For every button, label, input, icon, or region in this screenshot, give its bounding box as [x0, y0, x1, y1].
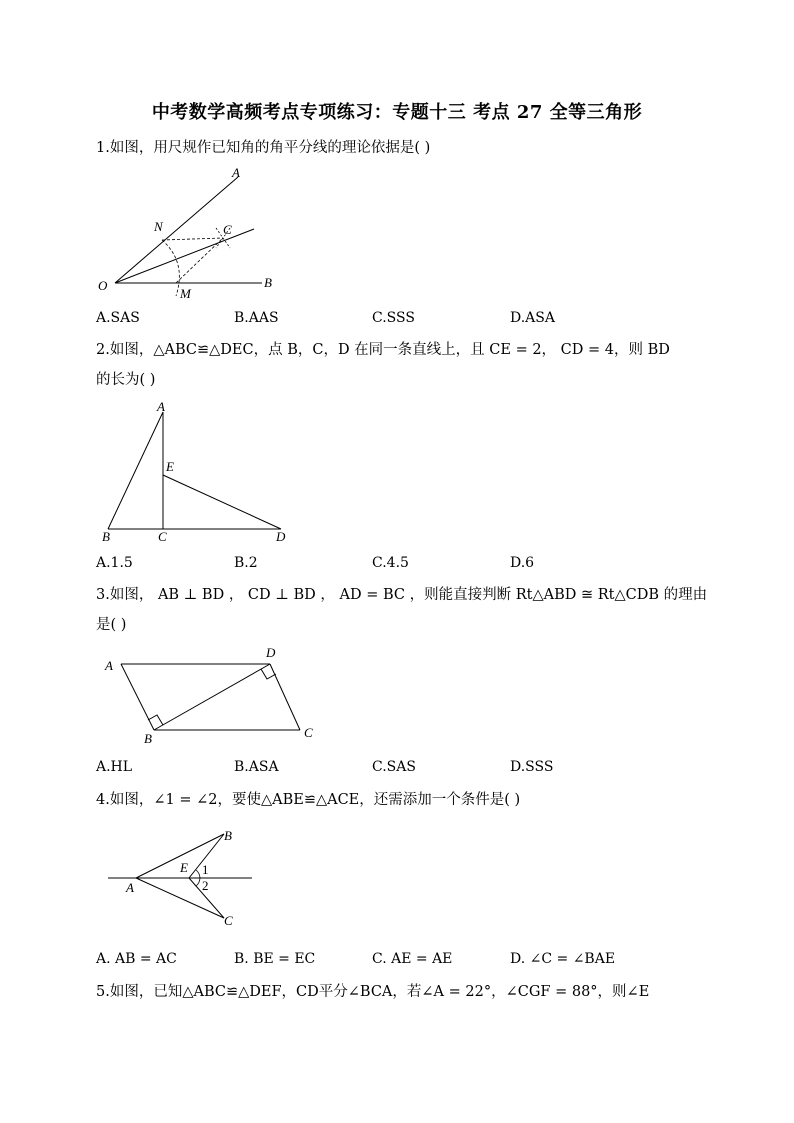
label-D: D [276, 529, 286, 544]
page-title: 中考数学高频考点专项练习：专题十三 考点 27 全等三角形 [151, 102, 643, 123]
label-B: B [102, 529, 110, 544]
label-E: E [166, 459, 174, 474]
label-A: A [157, 399, 165, 414]
question-2-figure [96, 398, 296, 546]
label-E: E [180, 860, 188, 875]
label-A: A [105, 658, 113, 673]
q1-option-c: C.SSS [372, 310, 415, 326]
label-C: C [224, 913, 233, 928]
label-C: C [158, 529, 167, 544]
q3-option-b: B.ASA [234, 759, 279, 775]
q3-option-d: D.SSS [510, 759, 554, 775]
q4-option-c: C. AE = AE [372, 951, 453, 967]
q1-option-d: D.ASA [510, 310, 555, 326]
q4-option-b: B. BE = EC [234, 951, 316, 967]
question-3-stem-line2: 是( ) [96, 617, 127, 633]
q2-option-d: D.6 [510, 555, 535, 571]
label-A: A [232, 165, 240, 180]
question-1-stem: 1.如图，用尺规作已知角的角平分线的理论依据是( ) [96, 140, 431, 156]
q1-option-a: A.SAS [96, 310, 140, 326]
q3-option-c: C.SAS [372, 759, 416, 775]
label-M: M [180, 286, 191, 301]
label-N: N [154, 219, 163, 234]
label-B: B [144, 731, 152, 744]
question-3-stem-line1: 3.如图， AB ⊥ BD ， CD ⊥ BD ， AD = BC ，则能直接判断 Rt△ABD ≅ Rt△CDB 的理由 [96, 587, 708, 603]
question-2-stem-line1: 2.如图，△ABC≌△DEC，点 B，C，D 在同一条直线上，且 CE = 2， CD = 4，则 BD [96, 342, 670, 358]
question-4-figure [100, 824, 270, 934]
q1-option-b: B.AAS [234, 310, 279, 326]
q4-option-d: D. ∠C = ∠BAE [510, 951, 616, 967]
q3-option-a: A.HL [96, 759, 133, 775]
label-B: B [224, 828, 232, 843]
label-D: D [266, 645, 276, 660]
label-O: O [98, 278, 108, 293]
label-B: B [264, 275, 272, 290]
q2-option-b: B.2 [234, 555, 258, 571]
question-2-stem-line2: 的长为( ) [96, 372, 156, 388]
label-C: C [304, 725, 313, 740]
question-4-stem: 4.如图，∠1 = ∠2，要使△ABE≌△ACE，还需添加一个条件是( ) [96, 792, 521, 808]
q4-option-a: A. AB = AC [96, 951, 177, 967]
q2-option-c: C.4.5 [372, 555, 409, 571]
q2-option-a: A.1.5 [96, 555, 133, 571]
label-A: A [126, 880, 134, 895]
question-3-figure [96, 644, 326, 744]
question-5-stem: 5.如图，已知△ABC≌△DEF，CD平分∠BCA，若∠A = 22°，∠CGF = 88°，则∠E [96, 984, 650, 1000]
label-2: 2 [202, 878, 209, 893]
label-C: C [223, 222, 232, 237]
label-1: 1 [202, 862, 209, 877]
question-1-figure [92, 162, 292, 302]
